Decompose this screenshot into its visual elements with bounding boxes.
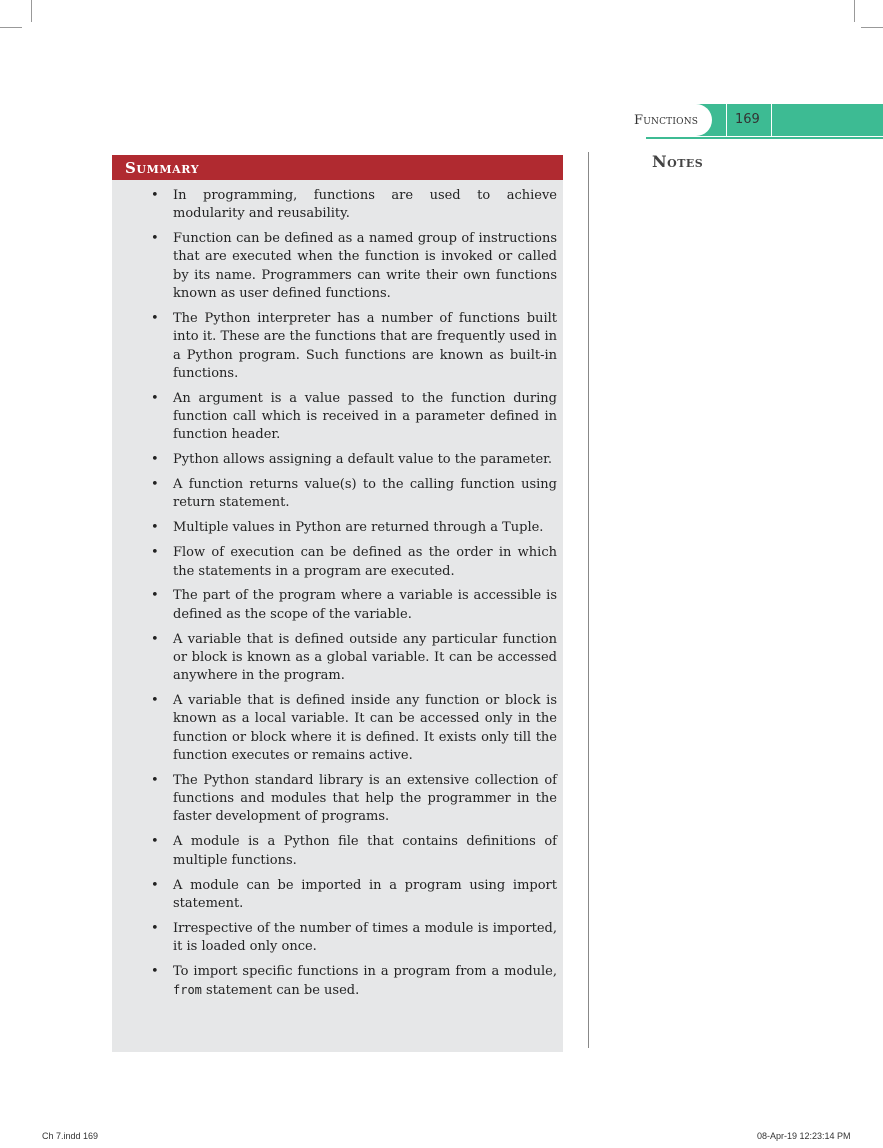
summary-item-text: A variable that is defined inside any function or block is known as a local variable. It can be accessed only in the function or block where it is defined. It exists only till the function executes or remains active. xyxy=(173,693,557,763)
bullet-icon: • xyxy=(151,920,159,936)
bullet-icon: • xyxy=(151,188,159,203)
footer-timestamp: 08-Apr-19 12:23:14 PM xyxy=(757,1131,851,1141)
bullet-icon: • xyxy=(151,452,159,468)
summary-item xyxy=(112,920,557,957)
bullet-icon: • xyxy=(151,310,159,326)
bullet-icon: • xyxy=(151,963,159,979)
bullet-icon: • xyxy=(151,588,159,604)
summary-item-text: A variable that is defined outside any particular function or block is known as a global variable. It can be accessed anywhere in the program. xyxy=(173,631,557,684)
summary-item xyxy=(112,692,557,765)
header-underline xyxy=(646,137,883,139)
bullet-icon: • xyxy=(151,390,159,406)
summary-item xyxy=(112,390,557,445)
summary-item-text: The Python standard library is an extensive collection of functions and modules that help the programmer in the faster development of programs. xyxy=(173,772,557,825)
bullet-icon: • xyxy=(151,545,159,561)
bullet-icon: • xyxy=(151,631,159,647)
summary-item xyxy=(112,230,557,303)
summary-title: Summary xyxy=(112,155,563,180)
summary-item-text: A function returns value(s) to the calling function using return statement. xyxy=(173,477,557,511)
summary-item xyxy=(112,519,557,537)
summary-item xyxy=(112,631,557,686)
summary-item xyxy=(112,451,557,469)
summary-item xyxy=(112,587,557,624)
summary-item-text: statement can be used. xyxy=(201,983,360,999)
summary-item-text: The part of the program where a variable is accessible is defined as the scope of the variable. xyxy=(173,588,557,622)
bullet-icon: • xyxy=(151,520,159,536)
summary-item xyxy=(112,476,557,513)
summary-item-text: Flow of execution can be defined as the order in which the statements in a program are executed. xyxy=(173,545,557,579)
bullet-icon: • xyxy=(151,834,159,850)
bullet-icon: • xyxy=(151,477,159,493)
crop-mark xyxy=(31,0,32,22)
summary-item-text: Multiple values in Python are returned through a Tuple. xyxy=(173,520,544,536)
summary-item-text: To import specific functions in a program from a module, xyxy=(173,963,557,979)
summary-item-text: In programming, functions are used to achieve modularity and reusability. xyxy=(173,188,557,222)
summary-list xyxy=(112,180,563,1000)
summary-item-text: The Python interpreter has a number of functions built into it. These are the functions that are frequently used in a Python program. Such functions are known as built-in functions. xyxy=(173,310,557,381)
running-header xyxy=(628,104,883,136)
summary-item-text: Python allows assigning a default value to the parameter. xyxy=(173,452,553,468)
summary-item-text: A module is a Python file that contains definitions of multiple functions. xyxy=(173,834,557,868)
summary-item-text: An argument is a value passed to the function during function call which is received in a parameter defined in function header. xyxy=(173,390,557,443)
summary-item xyxy=(112,877,557,914)
inline-code: from xyxy=(173,983,202,998)
notes-heading: Notes xyxy=(652,152,704,171)
summary-box xyxy=(112,155,563,1052)
crop-mark xyxy=(0,27,22,28)
summary-item-text: Function can be defined as a named group of instructions that are executed when the function is invoked or called by its name. Programmers can write their own functions known as user defined functions. xyxy=(173,231,557,302)
summary-item xyxy=(112,310,557,383)
crop-mark xyxy=(861,27,883,28)
summary-item xyxy=(112,772,557,827)
summary-item xyxy=(112,187,557,224)
page-number: 169 xyxy=(735,112,760,127)
column-divider xyxy=(588,152,589,1048)
summary-item xyxy=(112,833,557,870)
chapter-title: Functions xyxy=(634,113,699,128)
summary-item-text: Irrespective of the number of times a module is imported, it is loaded only once. xyxy=(173,920,557,954)
bullet-icon: • xyxy=(151,772,159,788)
summary-item xyxy=(112,544,557,581)
bullet-icon: • xyxy=(151,231,159,247)
summary-item xyxy=(112,963,557,1001)
bullet-icon: • xyxy=(151,693,159,709)
bullet-icon: • xyxy=(151,877,159,893)
crop-mark xyxy=(854,0,855,22)
summary-item-text: A module can be imported in a program using import statement. xyxy=(173,877,557,911)
footer-file-info: Ch 7.indd 169 xyxy=(42,1131,99,1141)
